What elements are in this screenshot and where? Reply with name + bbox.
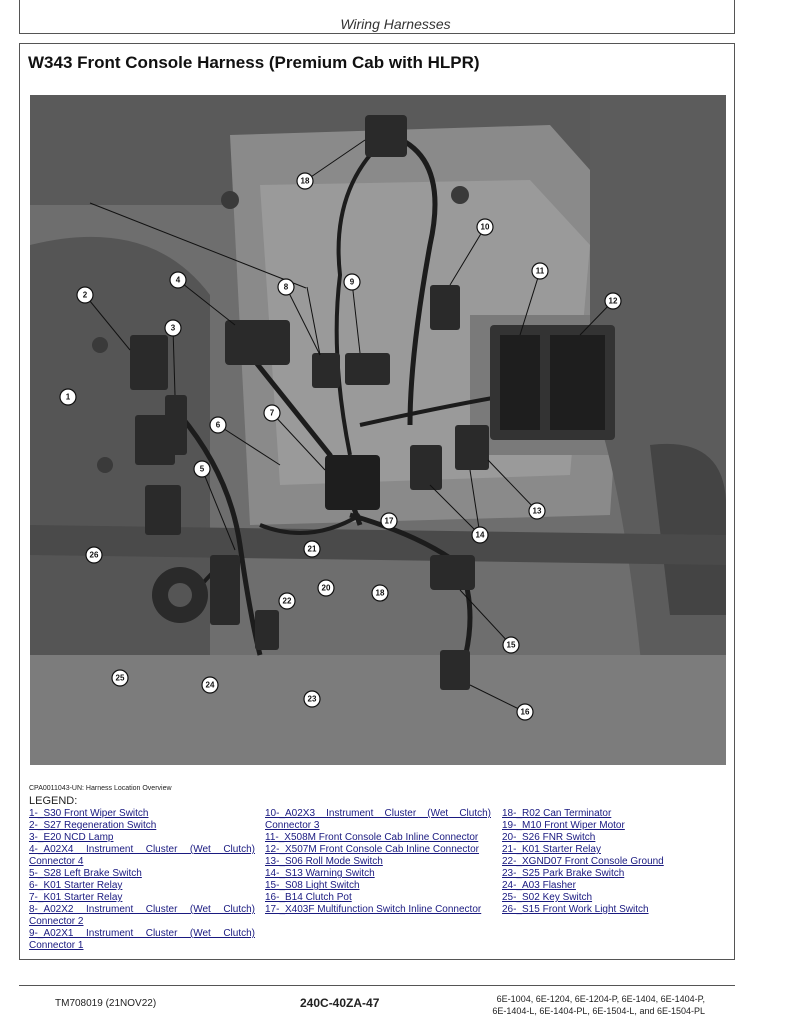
- svg-text:18: 18: [300, 176, 310, 186]
- legend-title: LEGEND:: [29, 795, 78, 807]
- legend-item[interactable]: 8-_A02X2 Instrument Cluster (Wet Clutch) Connector 2: [29, 904, 255, 927]
- legend-item[interactable]: 5-_S28 Left Brake Switch: [29, 868, 142, 879]
- svg-text:18: 18: [375, 588, 385, 598]
- legend-column-1: [29, 808, 255, 952]
- legend-item[interactable]: 16-_B14 Clutch Pot: [265, 892, 352, 903]
- svg-text:6: 6: [215, 420, 221, 430]
- svg-text:4: 4: [175, 275, 181, 285]
- svg-text:3: 3: [170, 323, 176, 333]
- svg-text:16: 16: [520, 707, 530, 717]
- svg-text:21: 21: [307, 544, 317, 554]
- footer-models-line-2: 6E-1404-L, 6E-1404-PL, 6E-1504-L, and 6E-1504-PL: [492, 1006, 705, 1016]
- callout-16: [517, 704, 533, 720]
- legend-item[interactable]: 17-_X403F Multifunction Switch Inline Connector: [265, 904, 482, 915]
- legend-item[interactable]: 20-_S26 FNR Switch: [502, 832, 596, 843]
- legend-item[interactable]: 12-_X507M Front Console Cab Inline Connector: [265, 844, 480, 855]
- callout-9: [344, 274, 360, 290]
- callout-1: [60, 389, 76, 405]
- section-header: Wiring Harnesses: [340, 16, 451, 32]
- legend-item[interactable]: 22-_XGND07 Front Console Ground: [502, 856, 664, 867]
- callout-11: [532, 263, 548, 279]
- callout-26: [86, 547, 102, 563]
- legend-item[interactable]: 1-_S30 Front Wiper Switch: [29, 808, 149, 819]
- callout-3: [165, 320, 181, 336]
- svg-text:17: 17: [384, 516, 394, 526]
- callout-22: [279, 593, 295, 609]
- svg-text:11: 11: [535, 266, 545, 276]
- legend-item[interactable]: 7-_K01 Starter Relay: [29, 892, 123, 903]
- harness-photo-svg: [30, 95, 726, 765]
- legend-item[interactable]: 13-_S06 Roll Mode Switch: [265, 856, 383, 867]
- legend-item[interactable]: 23-_S25 Park Brake Switch: [502, 868, 625, 879]
- svg-text:5: 5: [199, 464, 205, 474]
- legend-item[interactable]: 18-_R02 Can Terminator: [502, 808, 612, 819]
- callout-8: [278, 279, 294, 295]
- legend-column-3: [502, 808, 730, 916]
- svg-text:15: 15: [506, 640, 516, 650]
- callout-15: [503, 637, 519, 653]
- footer-page-number: 240C-40ZA-47: [300, 996, 380, 1010]
- svg-text:2: 2: [82, 290, 88, 300]
- footer-doc-id: TM708019 (21NOV22): [55, 998, 157, 1009]
- svg-text:25: 25: [115, 673, 125, 683]
- legend-item[interactable]: 26-_S15 Front Work Light Switch: [502, 904, 649, 915]
- callout-21: [304, 541, 320, 557]
- callout-4: [170, 272, 186, 288]
- figure-caption: CPA0011043-UN: Harness Location Overview: [29, 785, 172, 792]
- callout-7: [264, 405, 280, 421]
- callout-2: [77, 287, 93, 303]
- legend-item[interactable]: 21-_K01 Starter Relay: [502, 844, 601, 855]
- legend-item[interactable]: 11-_X508M Front Console Cab Inline Connector: [265, 832, 479, 843]
- harness-photo: [30, 95, 726, 765]
- svg-text:26: 26: [89, 550, 99, 560]
- legend-item[interactable]: 15-_S08 Light Switch: [265, 880, 360, 891]
- legend-item[interactable]: 6-_K01 Starter Relay: [29, 880, 123, 891]
- callout-17: [381, 513, 397, 529]
- svg-text:1: 1: [65, 392, 71, 402]
- svg-text:23: 23: [307, 694, 317, 704]
- document-title: W343 Front Console Harness (Premium Cab with HLPR): [28, 53, 480, 72]
- callout-18: [372, 585, 388, 601]
- callout-14: [472, 527, 488, 543]
- legend-item[interactable]: 9-_A02X1 Instrument Cluster (Wet Clutch) Connector 1: [29, 928, 255, 951]
- legend-item[interactable]: 14-_S13 Warning Switch: [265, 868, 375, 879]
- svg-text:20: 20: [321, 583, 331, 593]
- main-frame: [19, 43, 735, 960]
- svg-text:13: 13: [532, 506, 542, 516]
- legend-item[interactable]: 3-_E20 NCD Lamp: [29, 832, 114, 843]
- callout-23: [304, 691, 320, 707]
- svg-text:22: 22: [282, 596, 292, 606]
- callout-24: [202, 677, 218, 693]
- footer-divider: [19, 985, 735, 986]
- callout-6: [210, 417, 226, 433]
- svg-text:8: 8: [283, 282, 289, 292]
- svg-text:24: 24: [205, 680, 215, 690]
- svg-text:10: 10: [480, 222, 490, 232]
- legend-column-2: [265, 808, 491, 916]
- svg-text:9: 9: [349, 277, 355, 287]
- svg-text:12: 12: [608, 296, 618, 306]
- callout-12: [605, 293, 621, 309]
- callout-13: [529, 503, 545, 519]
- callout-19: [297, 173, 313, 189]
- footer-models-line-1: 6E-1004, 6E-1204, 6E-1204-P, 6E-1404, 6E-1404-P,: [496, 994, 705, 1004]
- callout-25: [112, 670, 128, 686]
- legend-item[interactable]: 10-_A02X3 Instrument Cluster (Wet Clutch) Connector 3: [265, 808, 491, 831]
- svg-text:14: 14: [475, 530, 485, 540]
- legend-item[interactable]: 4-_A02X4 Instrument Cluster (Wet Clutch) Connector 4: [29, 844, 255, 867]
- svg-text:7: 7: [269, 408, 275, 418]
- callout-20: [318, 580, 334, 596]
- legend-item[interactable]: 24-_A03 Flasher: [502, 880, 576, 891]
- legend-item[interactable]: 19-_M10 Front Wiper Motor: [502, 820, 625, 831]
- callout-10: [477, 219, 493, 235]
- legend-item[interactable]: 2-_S27 Regeneration Switch: [29, 820, 157, 831]
- footer-models: [455, 993, 705, 1017]
- callout-5: [194, 461, 210, 477]
- legend-item[interactable]: 25-_S02 Key Switch: [502, 892, 593, 903]
